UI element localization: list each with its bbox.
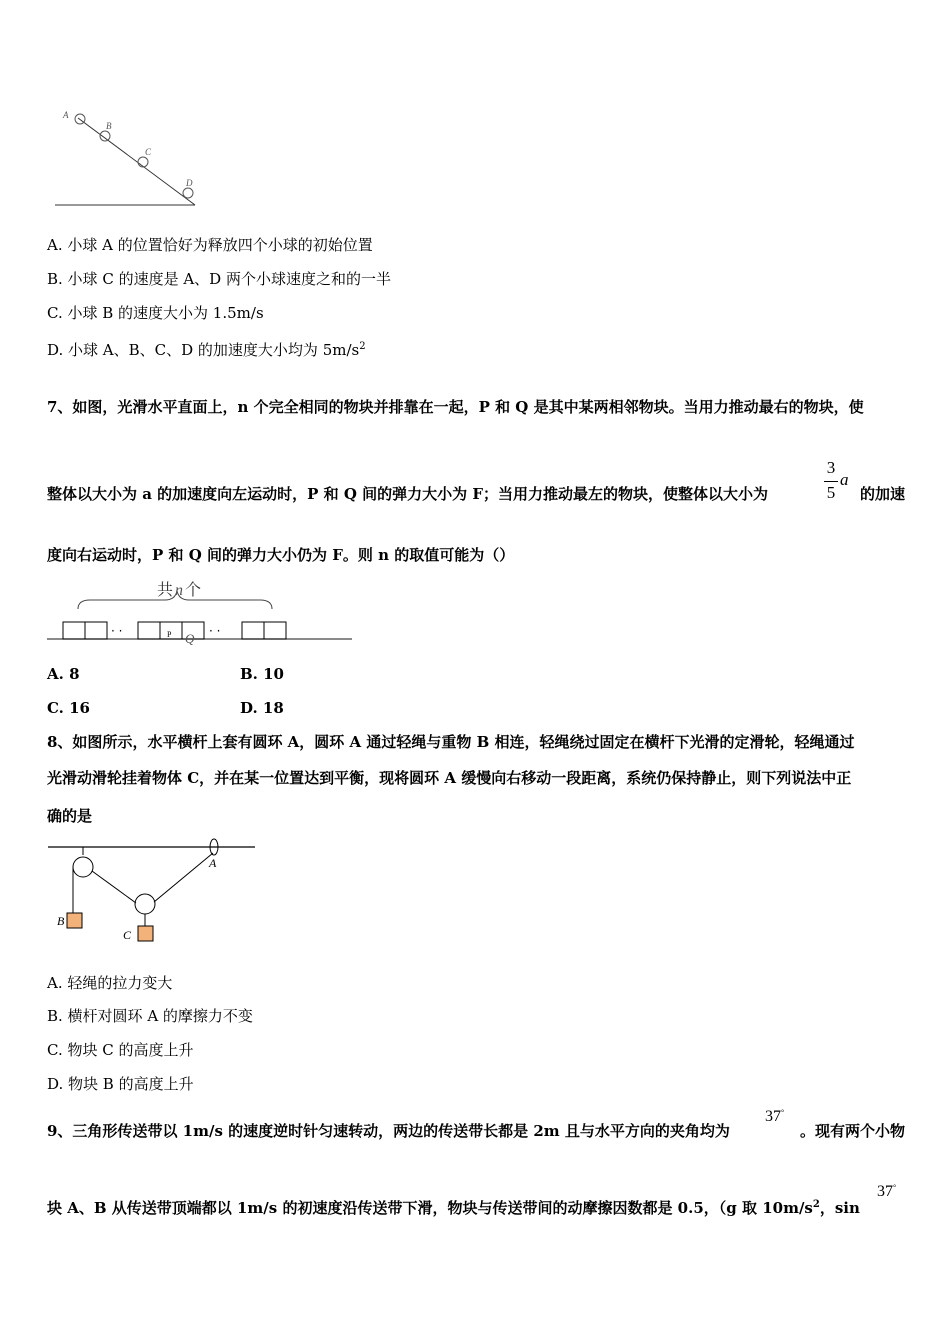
q6-option-d-sup: 2 [359, 341, 366, 352]
q7-line1-text: 7、如图，光滑水平直面上，n 个完全相同的物块并排靠在一起，P 和 Q 是其中某两相邻物块。当用力推动最右的物块，使 [47, 398, 864, 416]
q7-fraction-numerator: 3 [826, 458, 836, 477]
q9-angle-1 [765, 1108, 784, 1126]
q8-option-b: B. 横杆对圆环 A 的摩擦力不变 [47, 1007, 253, 1025]
q6-option-a: A. 小球 A 的位置恰好为释放四个小球的初始位置 [47, 236, 373, 254]
q6-option-d [47, 337, 366, 360]
q9-line1-after: 。现有两个小物 [799, 1122, 905, 1140]
q9-angle-1-degree: ° [781, 1108, 785, 1117]
q9-angle-1-value: 37 [765, 1108, 781, 1125]
q6-option-c: C. 小球 B 的速度大小为 1.5m/s [47, 304, 264, 322]
q9-line2-before: 块 A、B 从传送带顶端都以 1m/s 的初速度沿传送带下滑，物块与传送带间的动摩擦因数都是 0.5，（g 取 10m/s [47, 1199, 813, 1217]
q7-fraction-var: a [840, 470, 849, 489]
q6-option-d-text: D. 小球 A、B、C、D 的加速度大小均为 5m/s [47, 341, 360, 359]
q7-dots-right: · · [209, 624, 221, 638]
q7-option-d: D. 18 [240, 699, 284, 717]
ball-label-a: A [63, 110, 69, 120]
q8-stem-line1: 8、如图所示，水平横杆上套有圆环 A，圆环 A 通过轻绳与重物 B 相连，轻绳绕过固定在横杆下光滑的定滑轮，轻绳通过 [47, 733, 855, 751]
q7-block-p: P [167, 630, 172, 639]
q6-incline-figure [50, 105, 210, 210]
q8-label-b: B [57, 914, 65, 928]
q7-brace-label [157, 577, 201, 600]
q7-brace-label-post: 个 [185, 580, 202, 599]
q7-dots-left: · · [111, 624, 123, 638]
q7-fraction-bar [824, 481, 838, 482]
q9-line1-before: 9、三角形传送带以 1m/s 的速度逆时针匀速转动，两边的传送带长都是 2m 且与水平方向的夹角均为 [47, 1122, 730, 1140]
q7-brace-label-var: n [175, 582, 184, 599]
q8-label-c: C [123, 928, 132, 942]
q7-line2-after: 的加速 [859, 485, 905, 503]
q9-angle-2 [877, 1183, 896, 1201]
q7-stem-line2 [47, 484, 905, 504]
q7-option-b: B. 10 [240, 665, 284, 683]
q7-stem-line1 [47, 397, 905, 417]
q9-angle-2-degree: ° [893, 1183, 897, 1192]
q8-stem-line3: 确的是 [47, 807, 93, 825]
q8-option-d: D. 物块 B 的高度上升 [47, 1075, 194, 1093]
q7-block-q: Q [185, 631, 195, 645]
q8-option-c: C. 物块 C 的高度上升 [47, 1041, 194, 1059]
q7-fraction-denominator: 5 [826, 483, 836, 502]
q8-option-a: A. 轻绳的拉力变大 [47, 974, 173, 992]
ball-label-d: D [186, 178, 193, 188]
q7-brace-label-pre: 共 [157, 580, 174, 599]
q9-angle-2-value: 37 [877, 1183, 893, 1200]
q8-pulley-figure [45, 835, 260, 950]
q8-stem-line2: 光滑动滑轮挂着物体 C，并在某一位置达到平衡，现将圆环 A 缓慢向右移动一段距离，系统仍保持静止，则下列说法中正 [47, 769, 852, 787]
ball-label-b: B [106, 121, 112, 131]
q8-label-a: A [209, 856, 217, 870]
q7-option-c: C. 16 [47, 699, 90, 717]
q9-line2-after: ，sin [819, 1199, 860, 1217]
q7-option-a: A. 8 [47, 665, 80, 683]
q7-stem-line3: 度向右运动时，P 和 Q 间的弹力大小仍为 F。则 n 的取值可能为（） [47, 546, 515, 564]
ball-label-c: C [145, 147, 152, 157]
q9-line2-sup: 2 [812, 1199, 820, 1210]
q9-stem-line2 [47, 1195, 860, 1218]
q7-line2-before: 整体以大小为 a 的加速度向左运动时，P 和 Q 间的弹力大小为 F；当用力推动最左的物块，使整体以大小为 [47, 485, 769, 503]
q6-option-b: B. 小球 C 的速度是 A、D 两个小球速度之和的一半 [47, 270, 391, 288]
